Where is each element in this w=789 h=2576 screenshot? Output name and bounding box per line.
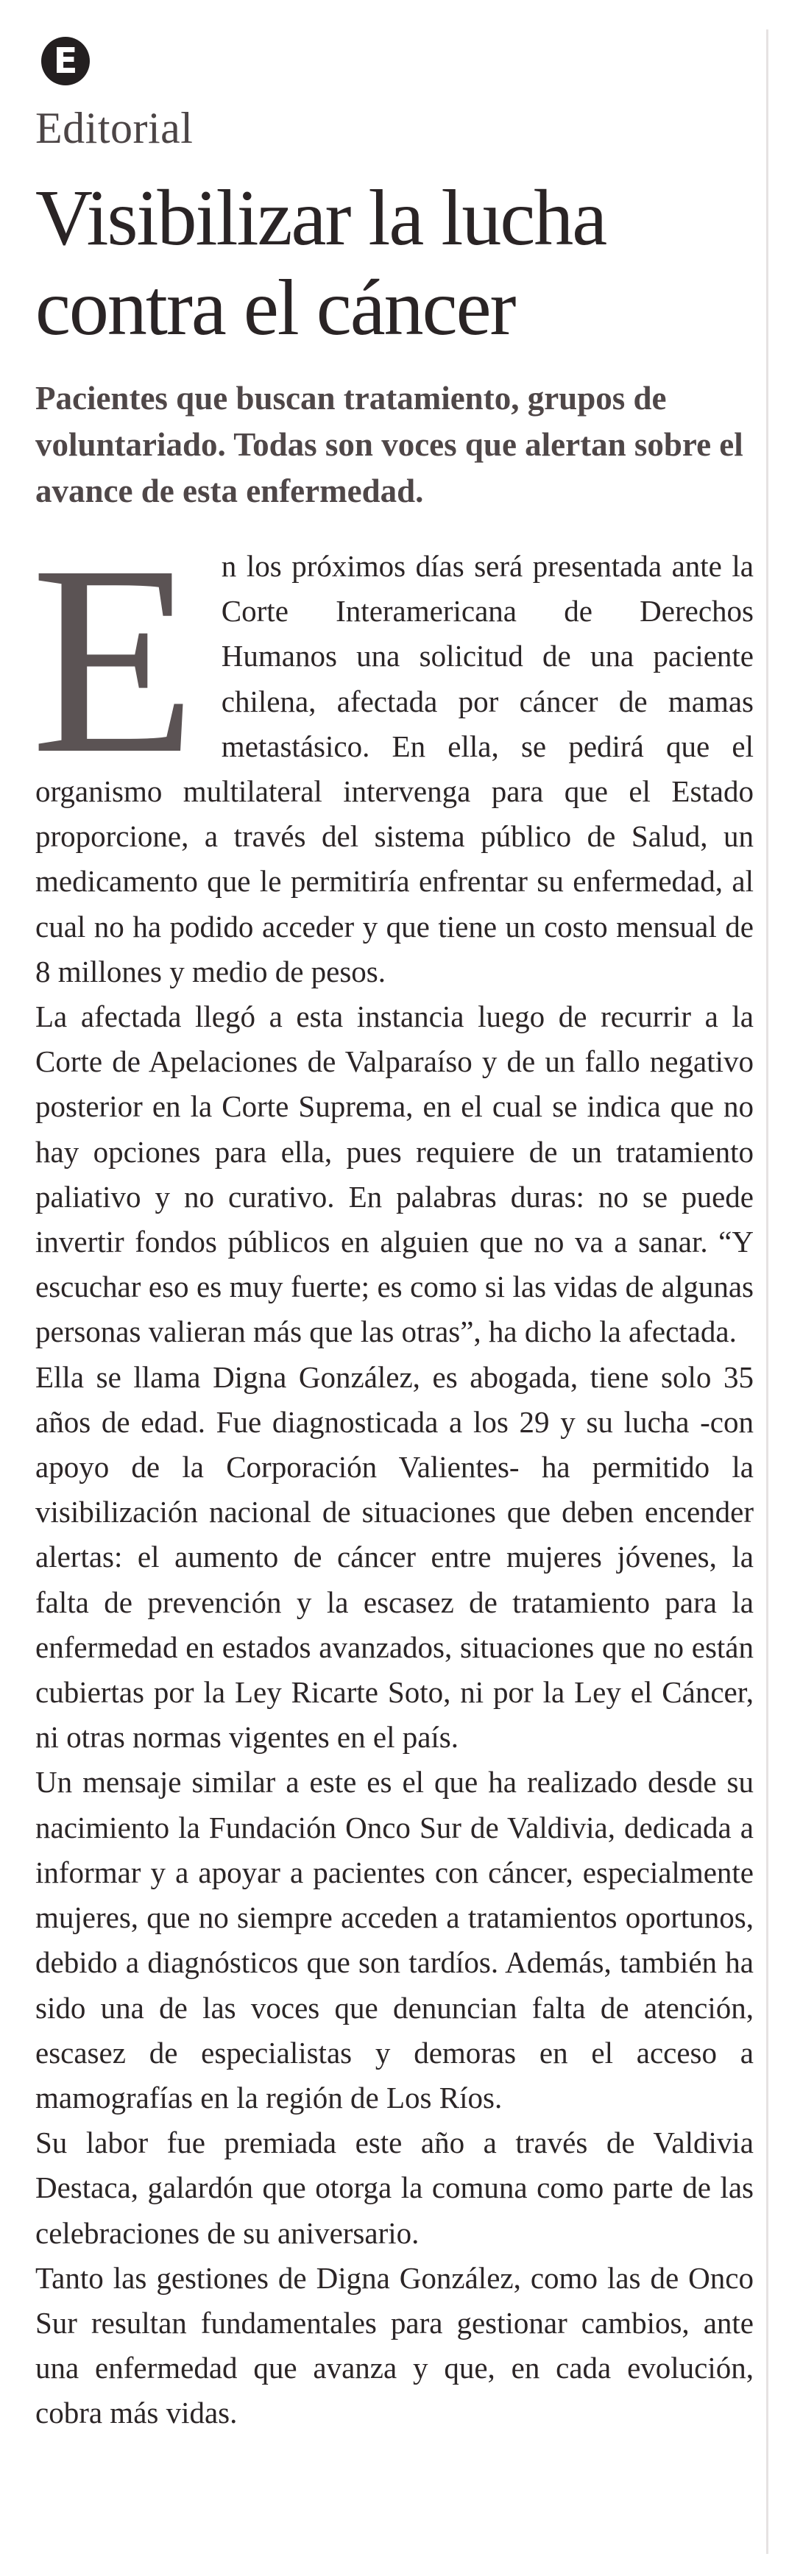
paragraph-2: La afectada llegó a esta instancia luego de recurrir a la Corte de Apelaciones de Valparaíso y de un fallo negativo posterior en la Corte Suprema, en el cual se indica que no hay opciones para ella, pues requiere de un tratamiento paliativo y no curativo. En palabras duras: no se puede invertir fondos públicos en alguien que no va a sanar. “Y escuchar eso es muy fuerte; es como si las vidas de algunas personas valieran más que las otras”, ha dicho la afectada. <box>35 999 754 1349</box>
newspaper-logo-badge: E <box>41 37 90 85</box>
column-rule <box>766 29 768 2554</box>
paragraph-3: Ella se llama Digna González, es abogada, tiene solo 35 años de edad. Fue diagnosticada a los 29 y su lucha -con apoyo de la Corporación Valientes- ha permitido la visibilización nacional de situaciones que deben encender alertas: el aumento de cáncer entre mujeres jóvenes, la falta de prevención y la escasez de tratamiento para la enfermedad en estados avanzados, situaciones que no están cubiertas por la Ley Ricarte Soto, ni por la Ley el Cáncer, ni otras normas vigentes en el país. <box>35 1359 754 1755</box>
section-label: Editorial <box>35 104 194 152</box>
headline: Visibilizar la lucha contra el cáncer <box>35 174 606 352</box>
article-body <box>31 509 754 2436</box>
paragraph-1 <box>31 509 754 994</box>
paragraph-4: Un mensaje similar a este es el que ha realizado desde su nacimiento la Fundación Onco Sur de Valdivia, dedicada a informar y a apoyar a pacientes con cáncer, especialmente mujeres, que no siempre acceden a tratamientos oportunos, debido a diagnósticos que son tardíos. Además, también ha sido una de las voces que denuncian falta de atención, escasez de especialistas y demoras en el acceso a mamografías en la región de Los Ríos. <box>35 1765 754 2115</box>
paragraph-6: Tanto las gestiones de Digna González, como las de Onco Sur resultan fundamentales para gestionar cambios, ante una enfermedad que avanza y que, en cada evolución, cobra más vidas. <box>35 2260 754 2430</box>
drop-cap: E <box>31 509 197 810</box>
deck-subtitle: Pacientes que buscan tratamiento, grupos de voluntariado. Todas son voces que alertan sobre el avance de esta enfermedad. <box>35 380 743 509</box>
paragraph-1-text: n los próximos días será presentada ante la Corte Interamericana de Derechos Humanos una solicitud de una paciente chilena, afectada por cáncer de mamas metastásico. En ella, se pedirá que el organismo multilateral intervenga para que el Estado proporcione, a través del sistema público de Salud, un medicamento que le permitiría enfrentar su enfermedad, al cual no ha podido acceder y que tiene un costo mensual de 8 millones y medio de pesos. <box>35 549 754 988</box>
paragraph-5: Su labor fue premiada este año a través de Valdivia Destaca, galardón que otorga la comuna como parte de las celebraciones de su aniversario. <box>35 2126 754 2250</box>
